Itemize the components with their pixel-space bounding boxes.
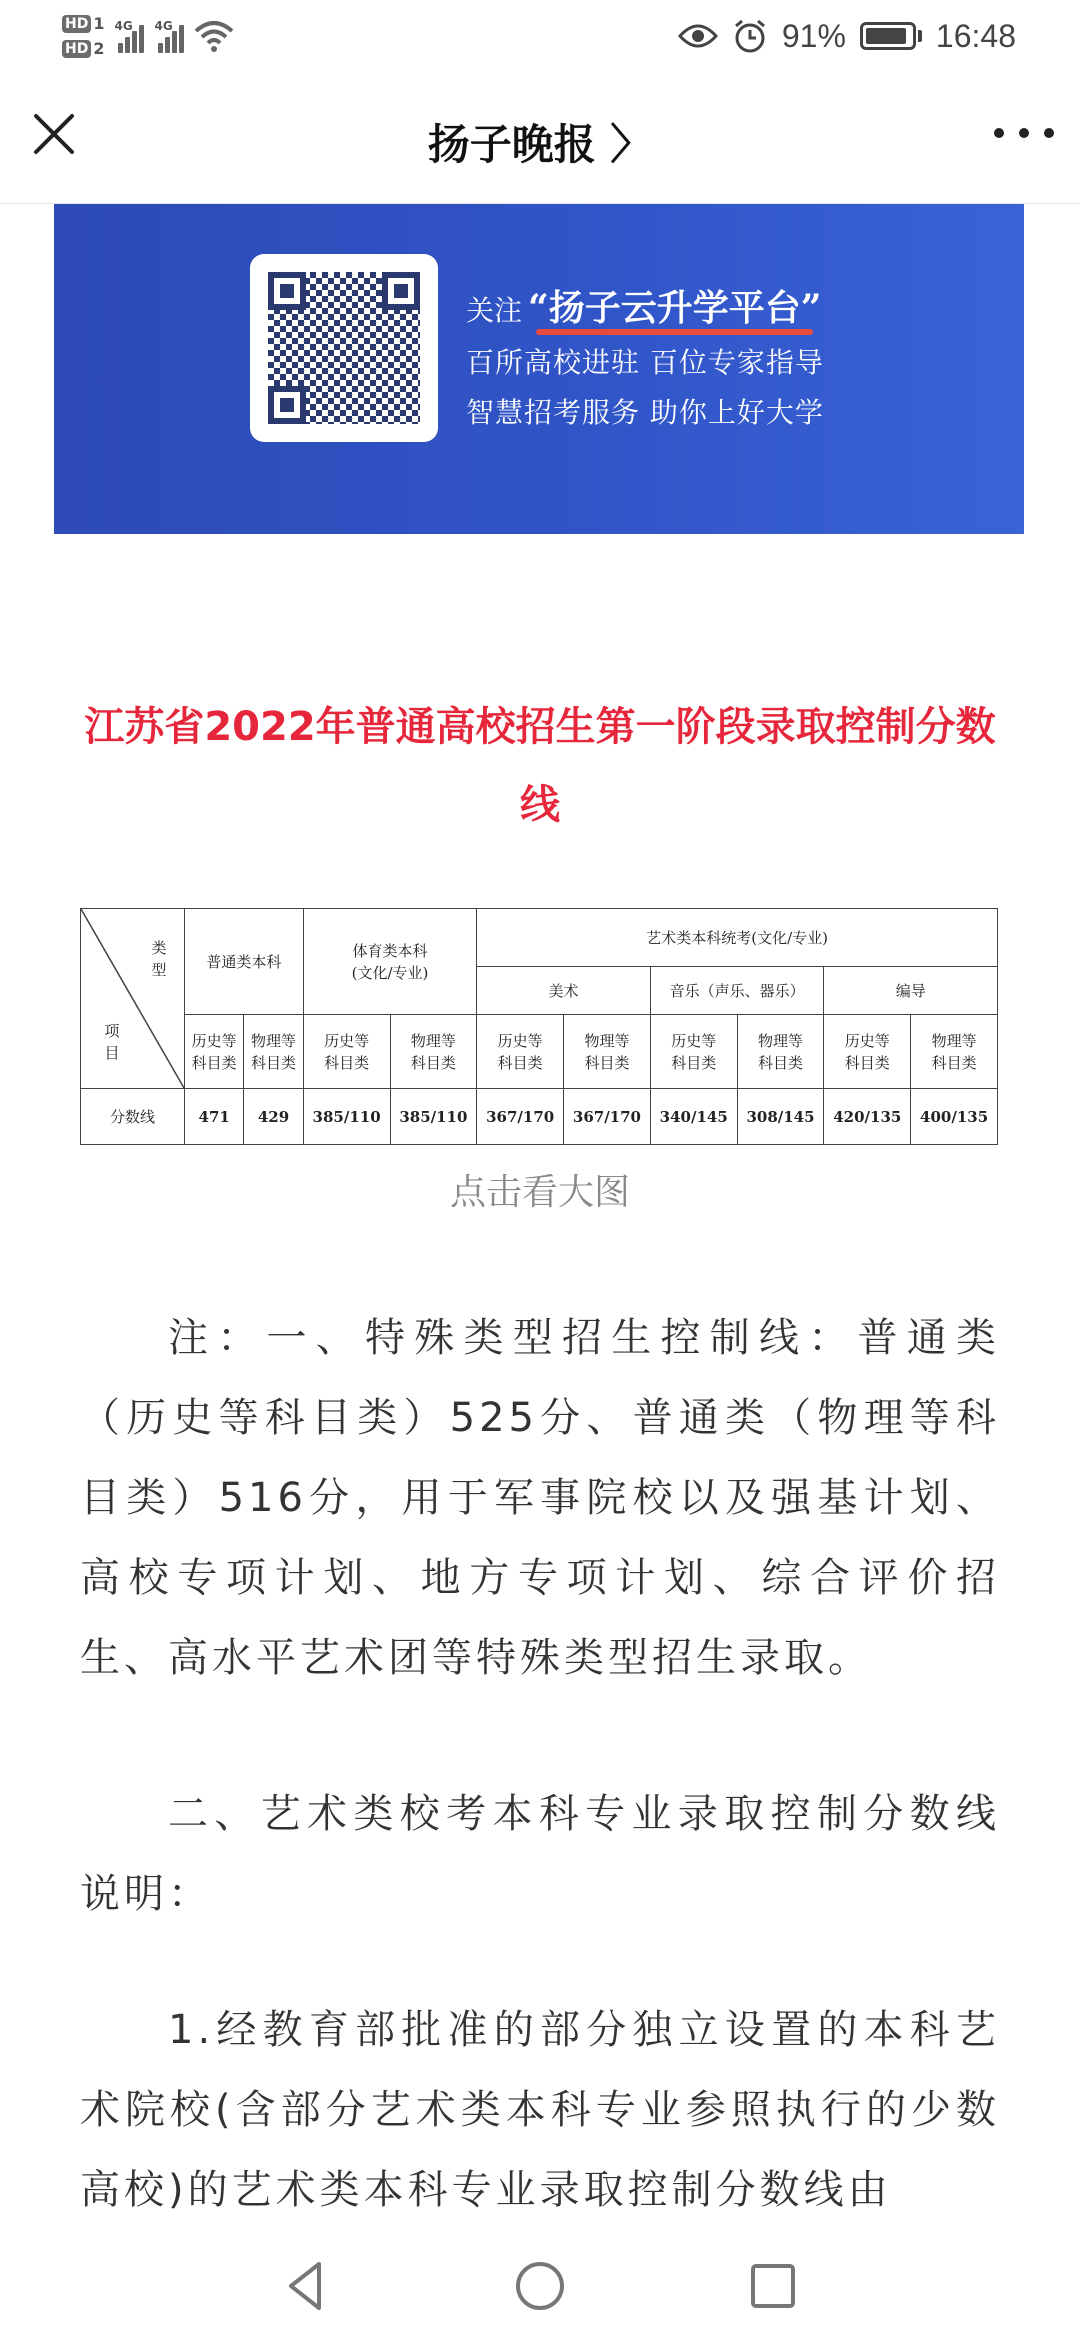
score-cell: 385/110 [390, 1089, 477, 1145]
qr-code-icon [268, 272, 420, 424]
banner-line-2: 百所高校进驻 百位专家指导 [466, 346, 824, 379]
hd2-number: 2 [93, 39, 105, 58]
row-label-score: 分数线 [81, 1089, 185, 1145]
sub-meishu-header: 美术 [477, 967, 651, 1015]
table-row [81, 1089, 998, 1145]
eye-comfort-icon [678, 22, 718, 50]
col-header-wuli: 物理等 科目类 [737, 1015, 824, 1089]
group-putong-header: 普通类本科 [185, 909, 304, 1015]
signal-1-icon [114, 19, 144, 53]
hd1-indicator [62, 14, 104, 33]
score-cell: 429 [244, 1089, 303, 1145]
promo-banner[interactable] [54, 204, 1024, 534]
alarm-icon [732, 18, 768, 54]
group-tiyu-header: 体育类本科 (文化/专业) [303, 909, 477, 1015]
sub-biandao-header: 编导 [824, 967, 998, 1015]
paragraph-note-1: 注：一、特殊类型招生控制线：普通类（历史等科目类）525分、普通类（物理等科目类）516分，用于军事院校以及强基计划、高校专项计划、地方专项计划、综合评价招生、高水平艺术团等特殊类型招生录取。 [80, 1315, 1000, 1681]
signal-2-icon [154, 19, 184, 53]
col-header-wuli: 物理等 科目类 [244, 1015, 303, 1089]
col-header-lishi: 历史等 科目类 [303, 1015, 390, 1089]
home-icon[interactable] [510, 2256, 570, 2316]
table-corner-item: 项目 [104, 1022, 120, 1062]
wifi-icon [194, 19, 234, 53]
hd1-badge: HD [62, 15, 91, 33]
hd-indicators [62, 14, 104, 58]
paragraph-note-3: 1.经教育部批准的部分独立设置的本科艺术院校(含部分艺术类本科专业参照执行的少数高校)的艺术类本科专业录取控制分数线由 [80, 2007, 1000, 2213]
signal-2-label: 4G [154, 19, 173, 33]
qr-code-card [250, 254, 438, 442]
col-header-wuli: 物理等 科目类 [911, 1015, 998, 1089]
col-header-lishi: 历史等 科目类 [185, 1015, 244, 1089]
score-table-image[interactable] [80, 908, 998, 1145]
col-header-lishi: 历史等 科目类 [650, 1015, 737, 1089]
top-nav-bar [0, 72, 1080, 204]
clock: 16:48 [935, 17, 1016, 54]
score-cell: 308/145 [737, 1089, 824, 1145]
banner-text [466, 280, 824, 431]
account-name-link[interactable]: 扬子晚报 〉 [427, 120, 653, 169]
col-header-lishi: 历史等 科目类 [824, 1015, 911, 1089]
sub-yinyue-header: 音乐（声乐、器乐） [650, 967, 824, 1015]
zoom-image-hint[interactable]: 点击看大图 [449, 1172, 630, 1213]
hd2-indicator [62, 39, 104, 58]
col-header-wuli: 物理等 科目类 [564, 1015, 651, 1089]
status-bar [0, 0, 1080, 72]
col-header-lishi: 历史等 科目类 [477, 1015, 564, 1089]
recent-apps-icon[interactable] [743, 2256, 803, 2316]
status-left [62, 8, 234, 64]
table-corner-cell [81, 909, 185, 1089]
article-title: 江苏省2022年普通高校招生第一阶段录取控制分数线 [84, 704, 996, 828]
hd1-number: 1 [93, 14, 105, 33]
score-cell: 340/145 [650, 1089, 737, 1145]
score-cell: 367/170 [564, 1089, 651, 1145]
table-corner-type: 类型 [151, 939, 167, 979]
more-options-icon[interactable] [994, 118, 1054, 148]
paragraph-note-2: 二、艺术类校考本科专业录取控制分数线说明： [80, 1791, 1000, 1917]
score-cell: 400/135 [911, 1089, 998, 1145]
signal-1-label: 4G [114, 19, 133, 33]
score-cell: 385/110 [303, 1089, 390, 1145]
battery-fill [866, 28, 906, 44]
banner-follow: 关注 [466, 294, 523, 327]
score-cell: 367/170 [477, 1089, 564, 1145]
back-icon[interactable] [277, 2256, 337, 2316]
system-nav-bar [0, 2232, 1080, 2340]
score-cell: 420/135 [824, 1089, 911, 1145]
banner-platform-name: “扬子云升学平台” [528, 280, 821, 331]
battery-icon [860, 22, 922, 50]
status-right [678, 10, 1016, 62]
hd2-badge: HD [62, 40, 91, 58]
group-yishu-header: 艺术类本科统考(文化/专业) [477, 909, 998, 967]
col-header-wuli: 物理等 科目类 [390, 1015, 477, 1089]
battery-percent: 91% [781, 17, 846, 54]
score-cell: 471 [185, 1089, 244, 1145]
banner-line-3: 智慧招考服务 助你上好大学 [466, 396, 824, 429]
